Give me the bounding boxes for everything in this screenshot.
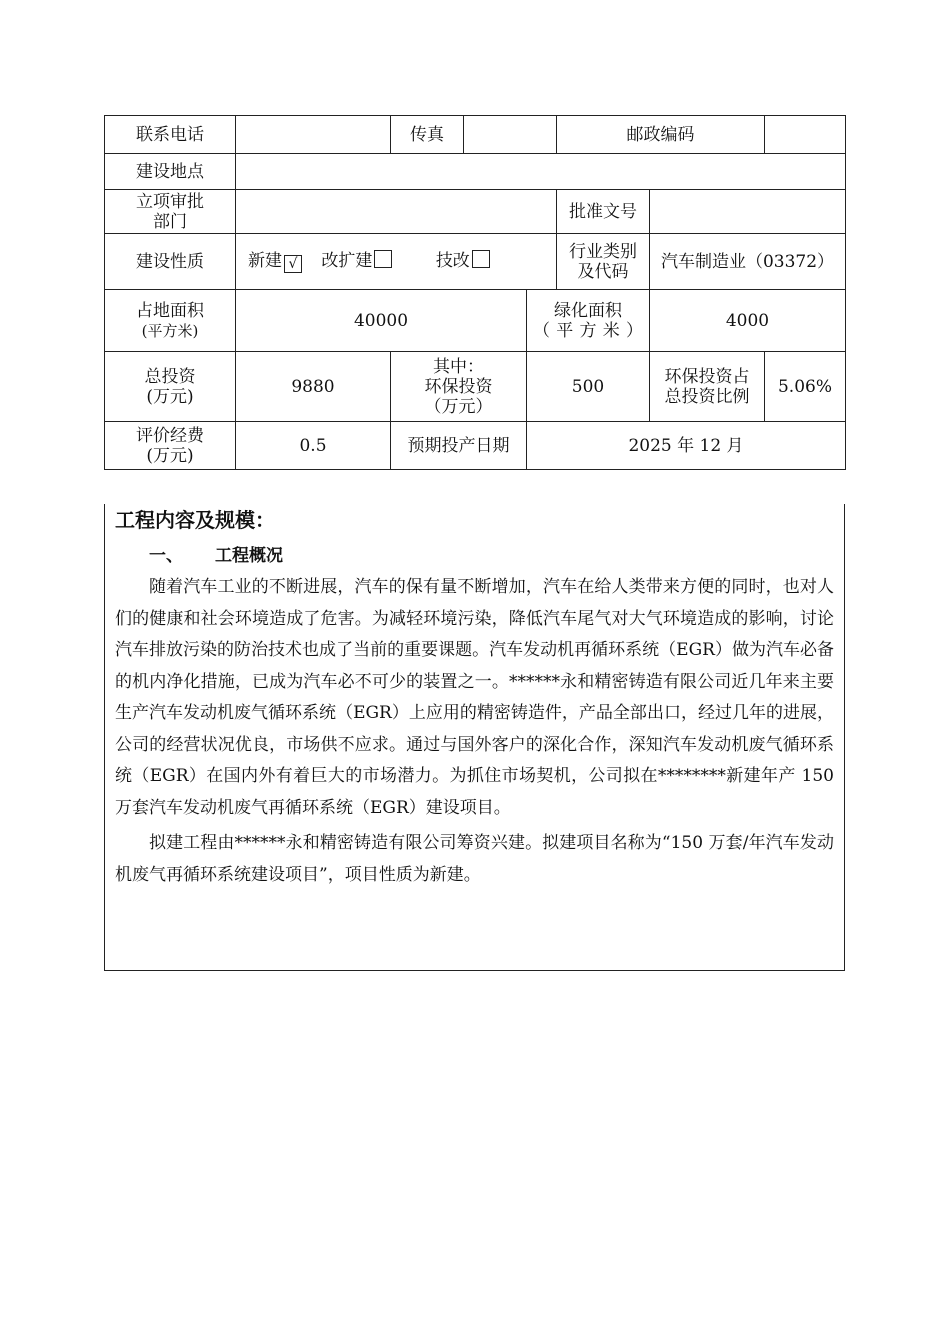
subsection-title: 工程概况: [215, 546, 283, 566]
nature-tech-label: 技改: [435, 251, 470, 271]
row-eval: [105, 422, 846, 470]
area-value: 40000: [236, 290, 527, 352]
postcode-label: 邮政编码: [557, 116, 765, 154]
phone-label: 联系电话: [105, 116, 236, 154]
area-unit: (平方米): [141, 321, 199, 340]
env-invest-label-cell: [391, 352, 527, 422]
row-approval: [105, 190, 846, 234]
row-nature: [105, 234, 846, 290]
approval-no-value[interactable]: [650, 190, 846, 234]
postcode-value[interactable]: [765, 116, 846, 154]
subsection-number: 一、: [149, 546, 183, 566]
env-ratio-label: 环保投资占总投资比例: [650, 352, 765, 422]
approval-no-label: 批准文号: [557, 190, 650, 234]
row-contact: [105, 116, 846, 154]
subsection-heading: [149, 541, 844, 566]
env-invest-unit: （万元）: [424, 396, 493, 417]
nature-expand-checkbox[interactable]: [374, 250, 392, 268]
section-title: 工程内容及规模：: [115, 508, 275, 532]
start-date-label: 预期投产日期: [391, 422, 527, 470]
phone-value[interactable]: [236, 116, 391, 154]
area-label-cell: [105, 290, 236, 352]
fax-value[interactable]: [464, 116, 557, 154]
invest-label: 总投资: [144, 366, 196, 387]
green-label-cell: [527, 290, 650, 352]
nature-expand-label: 改扩建: [321, 251, 373, 271]
nature-options: [236, 234, 557, 290]
paragraph-overview: 随着汽车工业的不断进展，汽车的保有量不断增加，汽车在给人类带来方便的同时，也对人们的健康和社会环境造成了危害。为减轻环境污染，降低汽车尾气对大气环境造成的影响，讨论汽车排放污染的防治技术也成了当前的重要课题。汽车发动机再循环系统（EGR）做为汽车必备的机内净化措施，已成为汽车必不可少的装置之一。******永和精密铸造有限公司近几年来主要生产汽车发动机废气循环系统（EGR）上应用的精密铸造件，产品全部出口，经过几年的进展，公司的经营状况优良，市场供不应求。通过与国外客户的深化合作，深知汽车发动机废气循环系统（EGR）在国内外有着巨大的市场潜力。为抓住市场契机，公司拟在********新建年产 150 万套汽车发动机废气再循环系统（EGR）建设项目。: [115, 577, 834, 818]
eval-fee-label: 评价经费: [136, 425, 204, 446]
nature-new-label: 新建: [248, 251, 282, 271]
approval-dept-value[interactable]: [236, 190, 557, 234]
env-invest-value: 500: [527, 352, 650, 422]
fax-label: 传真: [391, 116, 464, 154]
green-value: 4000: [650, 290, 846, 352]
site-value[interactable]: [236, 154, 846, 190]
industry-label: 行业类别及代码: [557, 234, 650, 290]
site-label: 建设地点: [105, 154, 236, 190]
nature-new-checkbox[interactable]: √: [284, 255, 302, 273]
invest-unit: (万元): [146, 386, 194, 407]
green-label: 绿化面积: [554, 300, 622, 321]
row-area: [105, 290, 846, 352]
invest-label-cell: [105, 352, 236, 422]
document-page: [104, 115, 845, 971]
industry-value: 汽车制造业（03372）: [650, 234, 846, 290]
project-info-table: [104, 115, 846, 470]
start-date-value: 2025 年 12 月: [527, 422, 846, 470]
area-label: 占地面积: [136, 300, 204, 321]
project-content-box: [104, 504, 845, 971]
row-investment: [105, 352, 846, 422]
eval-fee-label-cell: [105, 422, 236, 470]
nature-tech-checkbox[interactable]: [472, 250, 490, 268]
invest-value: 9880: [236, 352, 391, 422]
env-invest-label2: 环保投资: [424, 376, 493, 397]
green-unit: （平方米）: [533, 320, 643, 341]
env-ratio-value: 5.06%: [765, 352, 846, 422]
paragraph-project: 拟建工程由******永和精密铸造有限公司筹资兴建。拟建项目名称为“150 万套/年汽车发动机废气再循环系统建设项目”，项目性质为新建。: [115, 833, 834, 885]
env-invest-label1: 其中：: [433, 356, 484, 377]
approval-dept-label: 立项审批部门: [105, 190, 236, 234]
eval-fee-unit: (万元): [146, 445, 194, 466]
nature-label: 建设性质: [105, 234, 236, 290]
eval-fee-value: 0.5: [236, 422, 391, 470]
row-site: [105, 154, 846, 190]
